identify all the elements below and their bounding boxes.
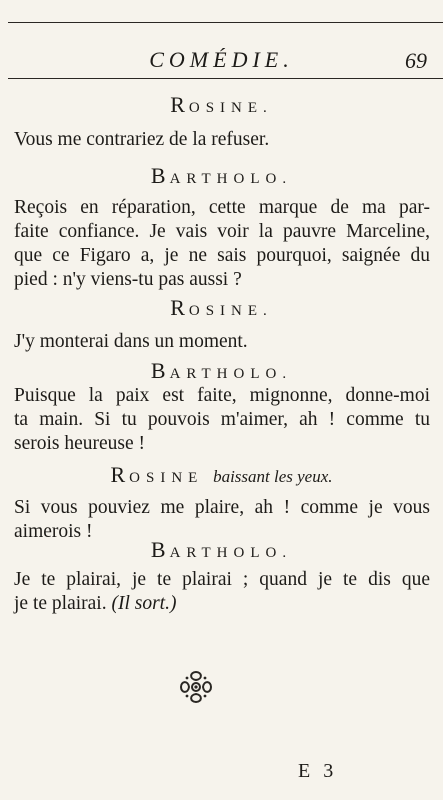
dialogue-line: aimerois !: [14, 521, 93, 542]
dialogue-line: faite confiance. Je vais voir la pauvre Marceline,: [14, 221, 430, 242]
dialogue-line: J'y monterai dans un moment.: [14, 331, 248, 352]
dialogue-line: que ce Figaro a, je ne sais pourquoi, saignée du: [14, 245, 430, 266]
speaker-heading: BARTHOLO.: [150, 358, 293, 383]
speaker-heading: ROSINE baissant les yeux.: [110, 462, 333, 487]
running-title: COMÉDIE.: [149, 47, 294, 72]
signature-mark: E 3: [298, 760, 338, 782]
speaker-heading: BARTHOLO.: [150, 163, 293, 188]
top-rule: [8, 22, 443, 23]
stage-direction: (Il sort.): [111, 593, 177, 614]
fleuron-ornament-icon: [176, 668, 216, 706]
dialogue-line: je te plairai. (Il sort.): [14, 593, 177, 614]
speaker-heading: BARTHOLO.: [150, 537, 293, 562]
header-rule: [8, 78, 443, 79]
speaker-heading: ROSINE.: [170, 295, 273, 320]
page-number: 69: [405, 48, 427, 73]
dialogue-line: pied : n'y viens-tu pas aussi ?: [14, 269, 242, 290]
dialogue-line: ta main. Si tu pouvois m'aimer, ah ! comme tu: [14, 409, 430, 430]
dialogue-line: serois heureuse !: [14, 433, 146, 454]
dialogue-line: Je te plairai, je te plairai ; quand je te dis que: [14, 569, 430, 590]
speaker-heading: ROSINE.: [170, 92, 273, 117]
page-header: [8, 44, 435, 76]
dialogue-line: Si vous pouviez me plaire, ah ! comme je vous: [14, 497, 430, 518]
dialogue-line: Vous me contrariez de la refuser.: [14, 129, 270, 150]
stage-direction: baissant les yeux.: [213, 467, 333, 486]
dialogue-line: Puisque la paix est faite, mignonne, donne-moi: [14, 385, 430, 406]
dialogue-line: Reçois en réparation, cette marque de ma par-: [14, 197, 430, 218]
